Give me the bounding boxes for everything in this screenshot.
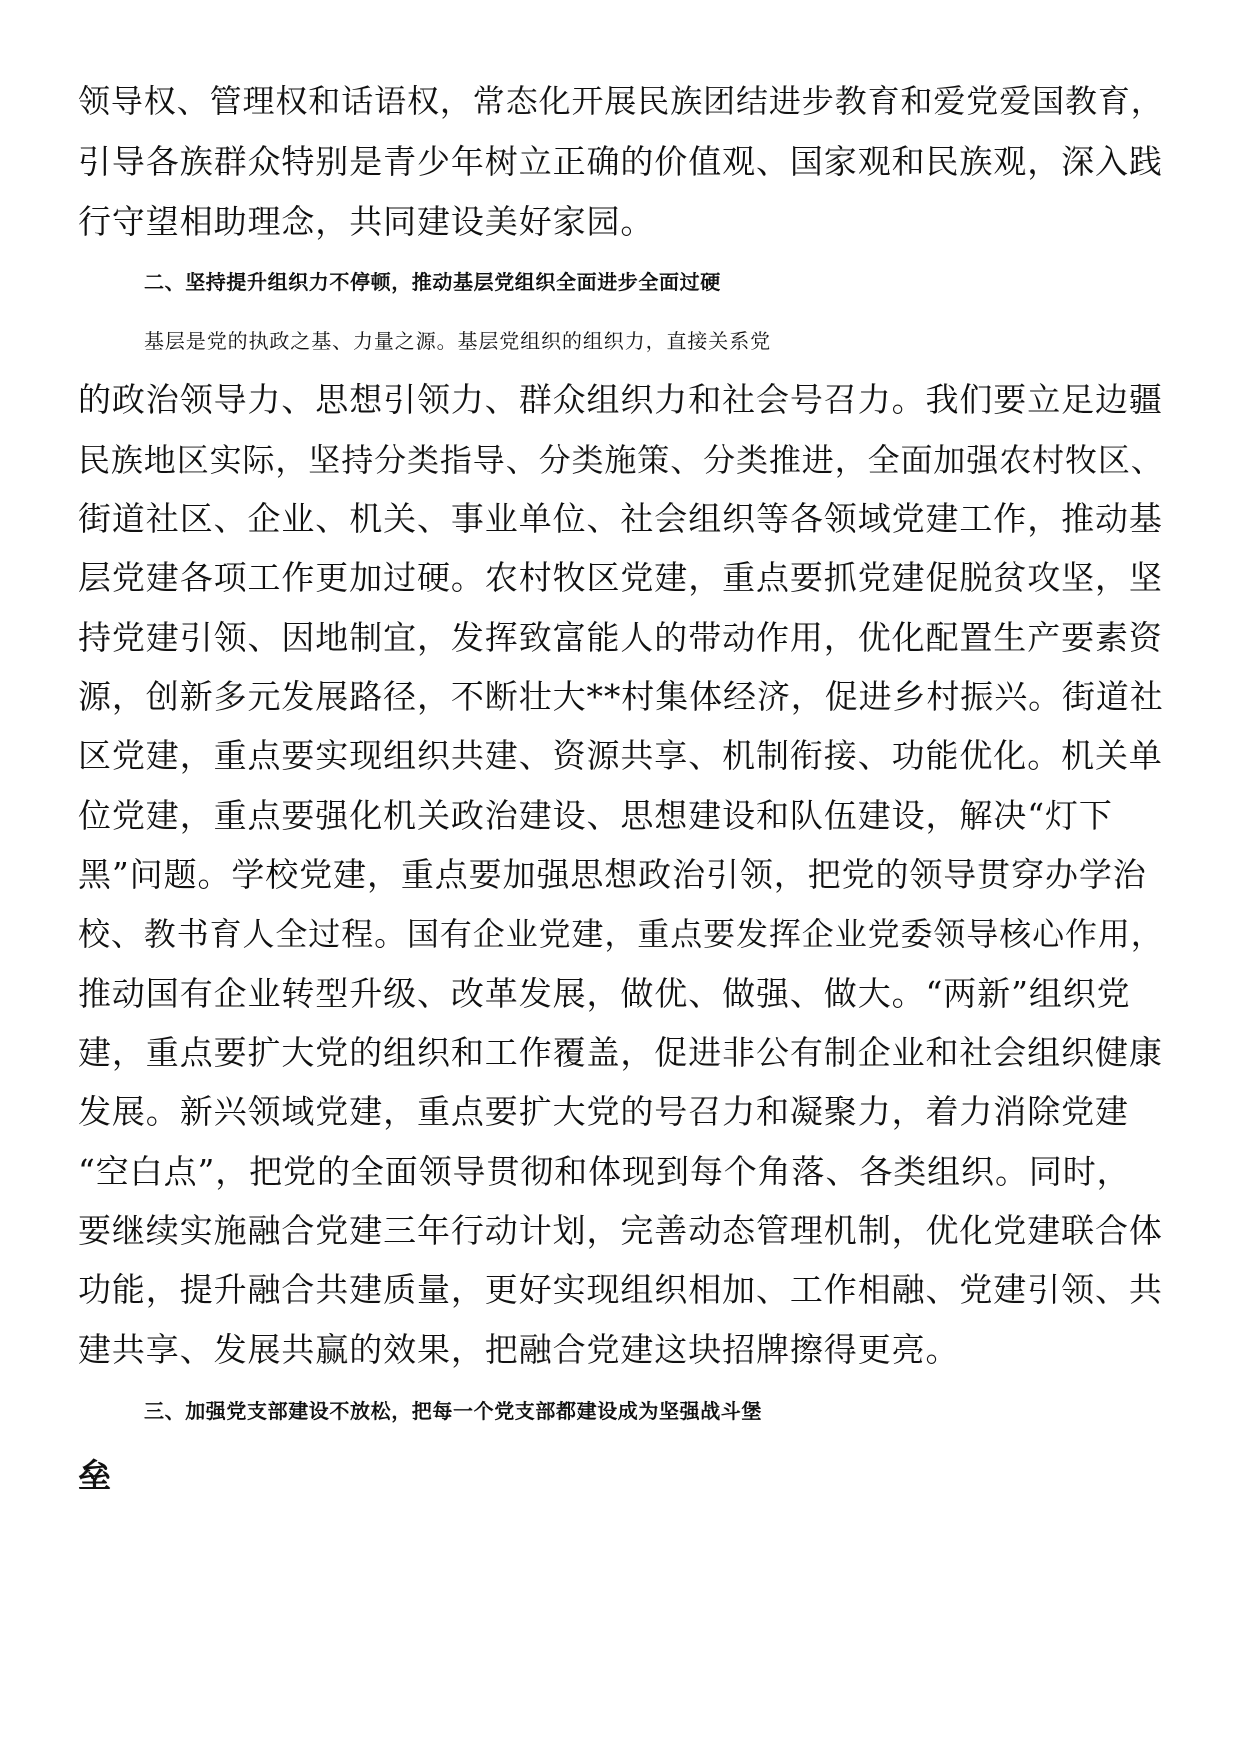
text-line: 街道社区、企业、机关、事业单位、社会组织等各领域党建工作，推动基 (78, 499, 1163, 538)
text-line: 要继续实施融合党建三年行动计划，完善动态管理机制，优化党建联合体 (78, 1211, 1163, 1250)
text-line: 建，重点要扩大党的组织和工作覆盖，促进非公有制企业和社会组织健康 (78, 1033, 1163, 1072)
text-line: 源，创新多元发展路径，不断壮大**村集体经济，促进乡村振兴。街道社 (78, 677, 1164, 716)
text-line: 推动国有企业转型升级、改革发展，做优、做强、做大。“两新”组织党 (78, 974, 1131, 1013)
text-line: 位党建，重点要强化机关政治建设、思想建设和队伍建设，解决“灯下 (78, 796, 1113, 835)
section-heading-3: 三、加强党支部建设不放松，把每一个党支部都建设成为坚强战斗堡 (144, 1399, 762, 1423)
text-line: 持党建引领、因地制宜，发挥致富能人的带动作用，优化配置生产要素资 (78, 618, 1163, 657)
section-heading-2: 二、坚持提升组织力不停顿，推动基层党组织全面进步全面过硬 (144, 270, 721, 294)
text-line: 区党建，重点要实现组织共建、资源共享、机制衔接、功能优化。机关单 (78, 736, 1163, 775)
text-line: 建共享、发展共赢的效果，把融合党建这块招牌擦得更亮。 (78, 1330, 960, 1369)
text-line: “空白点”，把党的全面领导贯彻和体现到每个角落、各类组织。同时， (78, 1152, 1131, 1191)
text-line: 校、教书育人全过程。国有企业党建，重点要发挥企业党委领导核心作用， (78, 915, 1164, 953)
text-line: 的政治领导力、思想引领力、群众组织力和社会号召力。我们要立足边疆 (78, 380, 1163, 419)
text-line: 黑”问题。学校党建，重点要加强思想政治引领，把党的领导贯穿办学治 (78, 855, 1147, 894)
text-line: 民族地区实际，坚持分类指导、分类施策、分类推进，全面加强农村牧区、 (78, 441, 1164, 479)
text-line: 行守望相助理念，共同建设美好家园。 (78, 202, 655, 241)
text-line: 基层是党的执政之基、力量之源。基层党组织的组织力，直接关系党 (144, 329, 771, 353)
text-line: 引导各族群众特别是青少年树立正确的价值观、国家观和民族观，深入践 (78, 142, 1163, 181)
text-line: 领导权、管理权和话语权，常态化开展民族团结进步教育和爱党爱国教育， (78, 82, 1164, 120)
text-line: 功能，提升融合共建质量，更好实现组织相加、工作相融、党建引领、共 (78, 1270, 1163, 1309)
section-heading-3-continued: 垒 (78, 1456, 112, 1495)
text-line: 发展。新兴领域党建，重点要扩大党的号召力和凝聚力，着力消除党建 (78, 1092, 1129, 1131)
text-line: 层党建各项工作更加过硬。农村牧区党建，重点要抓党建促脱贫攻坚，坚 (78, 558, 1163, 597)
